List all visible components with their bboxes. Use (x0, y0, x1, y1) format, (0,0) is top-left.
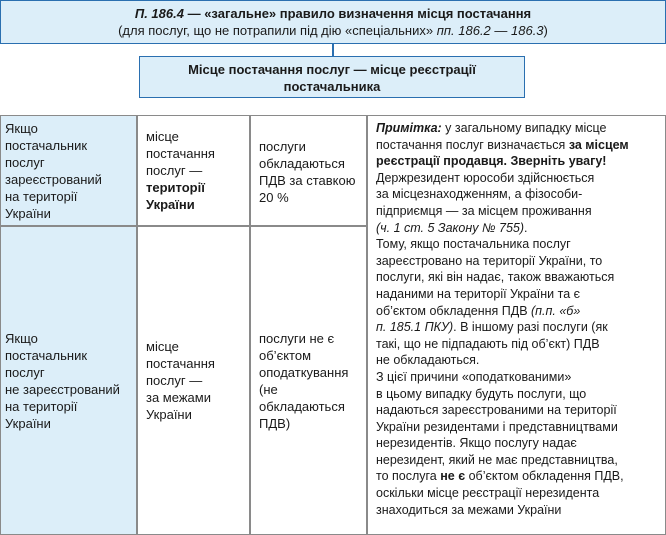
row2-place-line: послуг — (146, 373, 203, 388)
row1-label-line: постачальник (5, 138, 88, 153)
note-line (376, 137, 659, 154)
note-line (376, 468, 659, 485)
row1-tax-line: послуги (259, 139, 306, 154)
row1-tax-line: 20 % (259, 190, 289, 205)
row2-label-line: не зареєстрований (5, 381, 120, 397)
note-law-ref: (п.п. «б» (531, 303, 581, 318)
row2-place-cell (137, 226, 250, 535)
note-line: такі, що не підпадають під об’єкт) ПДВ (376, 336, 600, 351)
rule-header-title (1, 5, 665, 22)
note-text: об’єктом обкладення ПДВ, (465, 469, 624, 484)
note-line: за місцезнаходженням, а фізособи- (376, 187, 583, 202)
note-line: послуги, які він надає, також вважаються (376, 270, 615, 285)
row2-label-line: постачальник (5, 347, 88, 363)
row2-tax-line: обкладаються (259, 398, 345, 414)
row1-condition-cell (0, 115, 137, 226)
row1-place-line: послуг — (146, 163, 203, 178)
row1-place-bold-line: України (146, 197, 195, 212)
subtitle-suffix: ) (543, 23, 548, 38)
note-line: підприємця — за місцем проживання (376, 203, 592, 218)
note-text: у загальному випадку місце (441, 121, 607, 135)
row1-label-line: Якщо (5, 121, 38, 136)
row1-place-cell (137, 115, 250, 226)
note-bold-text: за місцем (568, 137, 629, 152)
note-line: нерезидент, який не має представництва, (376, 452, 618, 467)
note-label: Примітка: (376, 121, 442, 135)
note-law-ref: п. 185.1 ПКУ) (376, 320, 454, 335)
note-line (376, 220, 659, 237)
note-line: наданими на території України та є (376, 286, 581, 301)
row2-label-line: Якщо (5, 330, 38, 346)
note-text: . В іншому разі послуги (як (453, 320, 608, 335)
rule-header-subtitle (1, 22, 665, 39)
row2-tax-line: ПДВ) (259, 415, 291, 431)
row2-label-line: на території (5, 398, 78, 414)
note-text: . (524, 220, 528, 235)
note-line: Держрезидент юрособи здійснюється (376, 170, 595, 185)
note-line: в цьому випадку будуть послуги, що (376, 386, 587, 401)
row2-label-line: послуг (5, 364, 45, 380)
row2-place-line: України (146, 407, 192, 422)
subtitle-prefix: (для послуг, що не потрапили під дію «спеціальних» (118, 23, 437, 38)
subtitle-refs: пп. 186.2 — 186.3 (436, 23, 544, 38)
note-line: України резидентами і представництвами (376, 419, 618, 434)
note-line (376, 319, 659, 336)
row1-place-bold-line: території (146, 180, 205, 195)
note-line (376, 303, 659, 320)
row2-label-line: України (5, 415, 51, 431)
row2-place-line: місце (146, 339, 179, 354)
note-text: об’єктом обкладення ПДВ (376, 303, 531, 318)
row1-tax-line: ПДВ за ставкою (259, 173, 356, 188)
row2-tax-cell (250, 226, 367, 535)
row1-place-line: постачання (146, 146, 215, 161)
supply-place-line1: Місце постачання послуг — місце реєстрації (188, 62, 476, 77)
note-line: зареєстровано на території України, то (376, 253, 603, 268)
note-bold-text: реєстрації продавця. Зверніть увагу! (376, 154, 607, 169)
row1-label-line: зареєстрований (5, 172, 102, 187)
note-line: знаходиться за межами України (376, 502, 562, 517)
row2-condition-cell (0, 226, 137, 535)
supply-place-box (139, 56, 525, 98)
note-text: то послуга (376, 469, 441, 484)
note-cell (367, 115, 666, 535)
note-line: Тому, якщо постачальника послуг (376, 237, 571, 252)
row1-label-line: послуг (5, 155, 45, 170)
note-bold-text: не є (440, 469, 466, 484)
row2-place-line: постачання (146, 356, 215, 371)
note-line (376, 120, 659, 137)
note-line: оскільки місце реєстрації нерезидента (376, 486, 600, 501)
rule-header-box (0, 0, 666, 44)
note-line: надаються зареєстрованими на території (376, 403, 617, 418)
note-text: постачання послуг визначається (376, 137, 569, 152)
note-line: З цієї причини «оподаткованими» (376, 369, 572, 384)
row2-tax-line: оподаткування (259, 364, 349, 380)
row2-tax-line: (не (259, 381, 278, 397)
row1-place-line: місце (146, 129, 179, 144)
row1-tax-line: обкладаються (259, 156, 345, 171)
rule-reference: П. 186.4 (134, 6, 184, 21)
row1-label-line: на території (5, 189, 78, 204)
connector-line (332, 44, 334, 56)
row1-tax-cell (250, 115, 367, 226)
row2-tax-line: об’єктом (259, 347, 312, 363)
row2-tax-line: послуги не є (259, 330, 335, 346)
note-line (376, 153, 659, 170)
row1-label-line: України (5, 206, 51, 221)
supply-place-line2: постачальника (283, 79, 381, 94)
row2-place-line: за межами (146, 390, 211, 405)
note-line: нерезидентів. Якщо послугу надає (376, 436, 577, 451)
note-law-ref: (ч. 1 ст. 5 Закону № 755) (376, 220, 525, 235)
rule-title-text: — «загальне» правило визначення місця постачання (183, 6, 532, 21)
note-line: не обкладаються. (376, 353, 480, 368)
